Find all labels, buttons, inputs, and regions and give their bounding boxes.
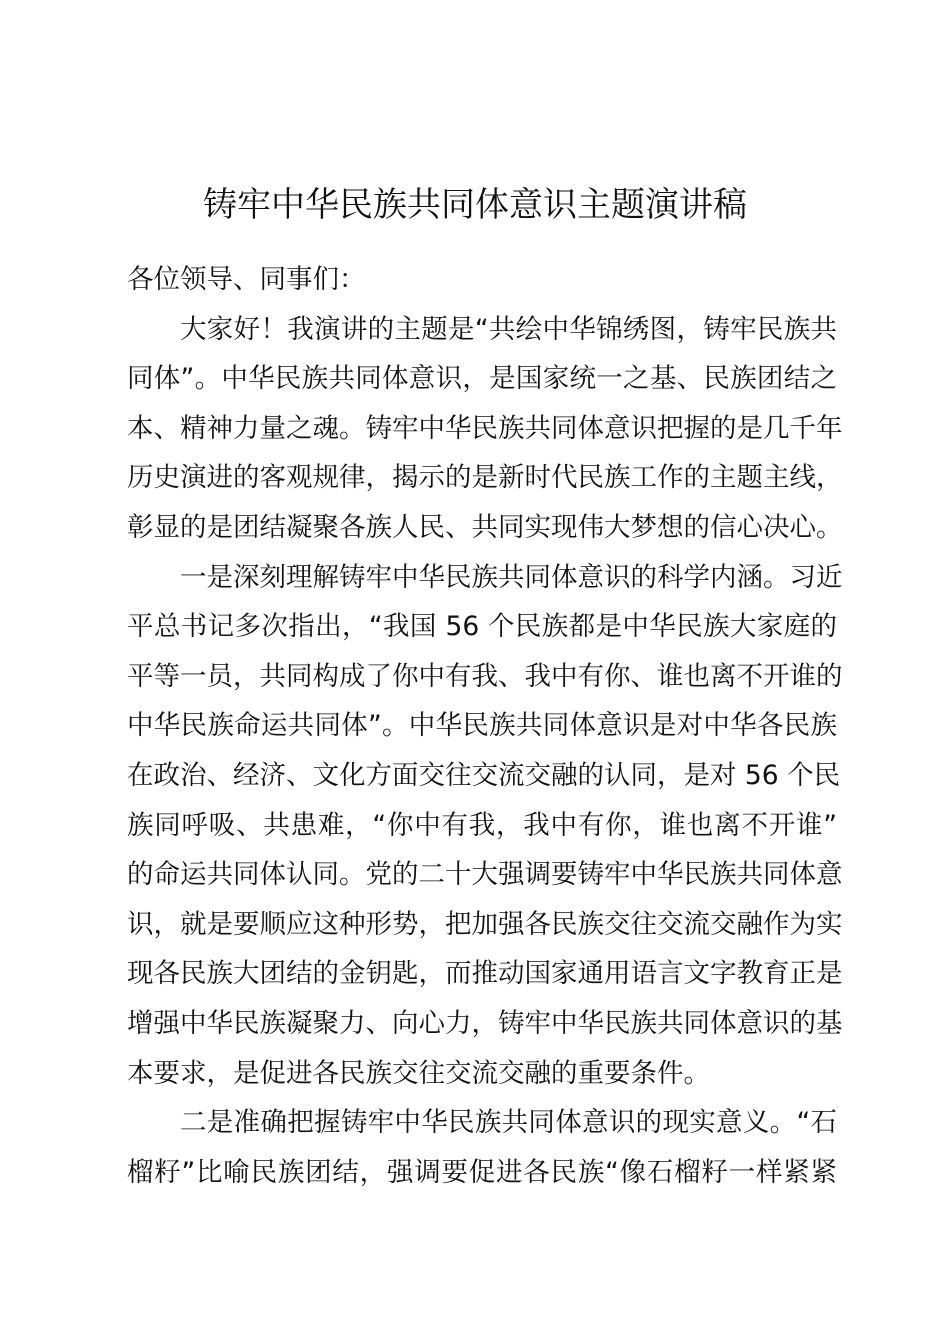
text-line: 历史演进的客观规律，揭示的是新时代民族工作的主题主线， <box>127 462 843 494</box>
text-line: 平等一员，共同构成了你中有我、我中有你、谁也离不开谁的 <box>127 660 843 692</box>
text-line: 识，就是要顺应这种形势，把加强各民族交往交流交融作为实 <box>127 908 843 940</box>
text-line: 大家好！我演讲的主题是“共绘中华锦绣图，铸牢民族共 <box>180 313 837 345</box>
text-line: 本要求，是促进各民族交往交流交融的重要条件。 <box>127 1057 710 1089</box>
text-line: 的命运共同体认同。党的二十大强调要铸牢中华民族共同体意 <box>127 859 843 891</box>
paragraph-point-one <box>127 553 843 1099</box>
text-line: 中华民族命运共同体”。中华民族共同体意识是对中华各民族 <box>127 710 837 742</box>
text-line: 彰显的是团结凝聚各族人民、共同实现伟大梦想的信心决心。 <box>127 511 843 543</box>
document-title: 铸牢中华民族共同体意识主题演讲稿 <box>203 185 747 225</box>
text-line: 增强中华民族凝聚力、向心力，铸牢中华民族共同体意识的基 <box>127 1007 843 1039</box>
text-line: 榴籽”比喻民族团结，强调要促进各民族“像石榴籽一样紧紧 <box>127 1156 837 1188</box>
text-line: 在政治、经济、文化方面交往交流交融的认同，是对 56 个民 <box>127 759 841 791</box>
salutation: 各位领导、同事们： <box>127 264 366 295</box>
text-line: 本、精神力量之魂。铸牢中华民族共同体意识把握的是几千年 <box>127 412 843 444</box>
document-body <box>127 207 843 1197</box>
paragraph-greeting <box>127 305 843 553</box>
paragraph-point-two <box>127 1098 837 1197</box>
text-line: 平总书记多次指出，“我国 56 个民族都是中华民族大家庭的 <box>127 611 837 643</box>
text-line: 现各民族大团结的金钥匙，而推动国家通用语言文字教育正是 <box>127 958 843 990</box>
text-line: 同体”。中华民族共同体意识，是国家统一之基、民族团结之 <box>127 363 837 395</box>
text-line: 族同呼吸、共患难，“你中有我，我中有你，谁也离不开谁” <box>127 809 837 841</box>
text-line: 一是深刻理解铸牢中华民族共同体意识的科学内涵。习近 <box>180 561 843 593</box>
text-line: 二是准确把握铸牢中华民族共同体意识的现实意义。“石 <box>180 1107 837 1139</box>
